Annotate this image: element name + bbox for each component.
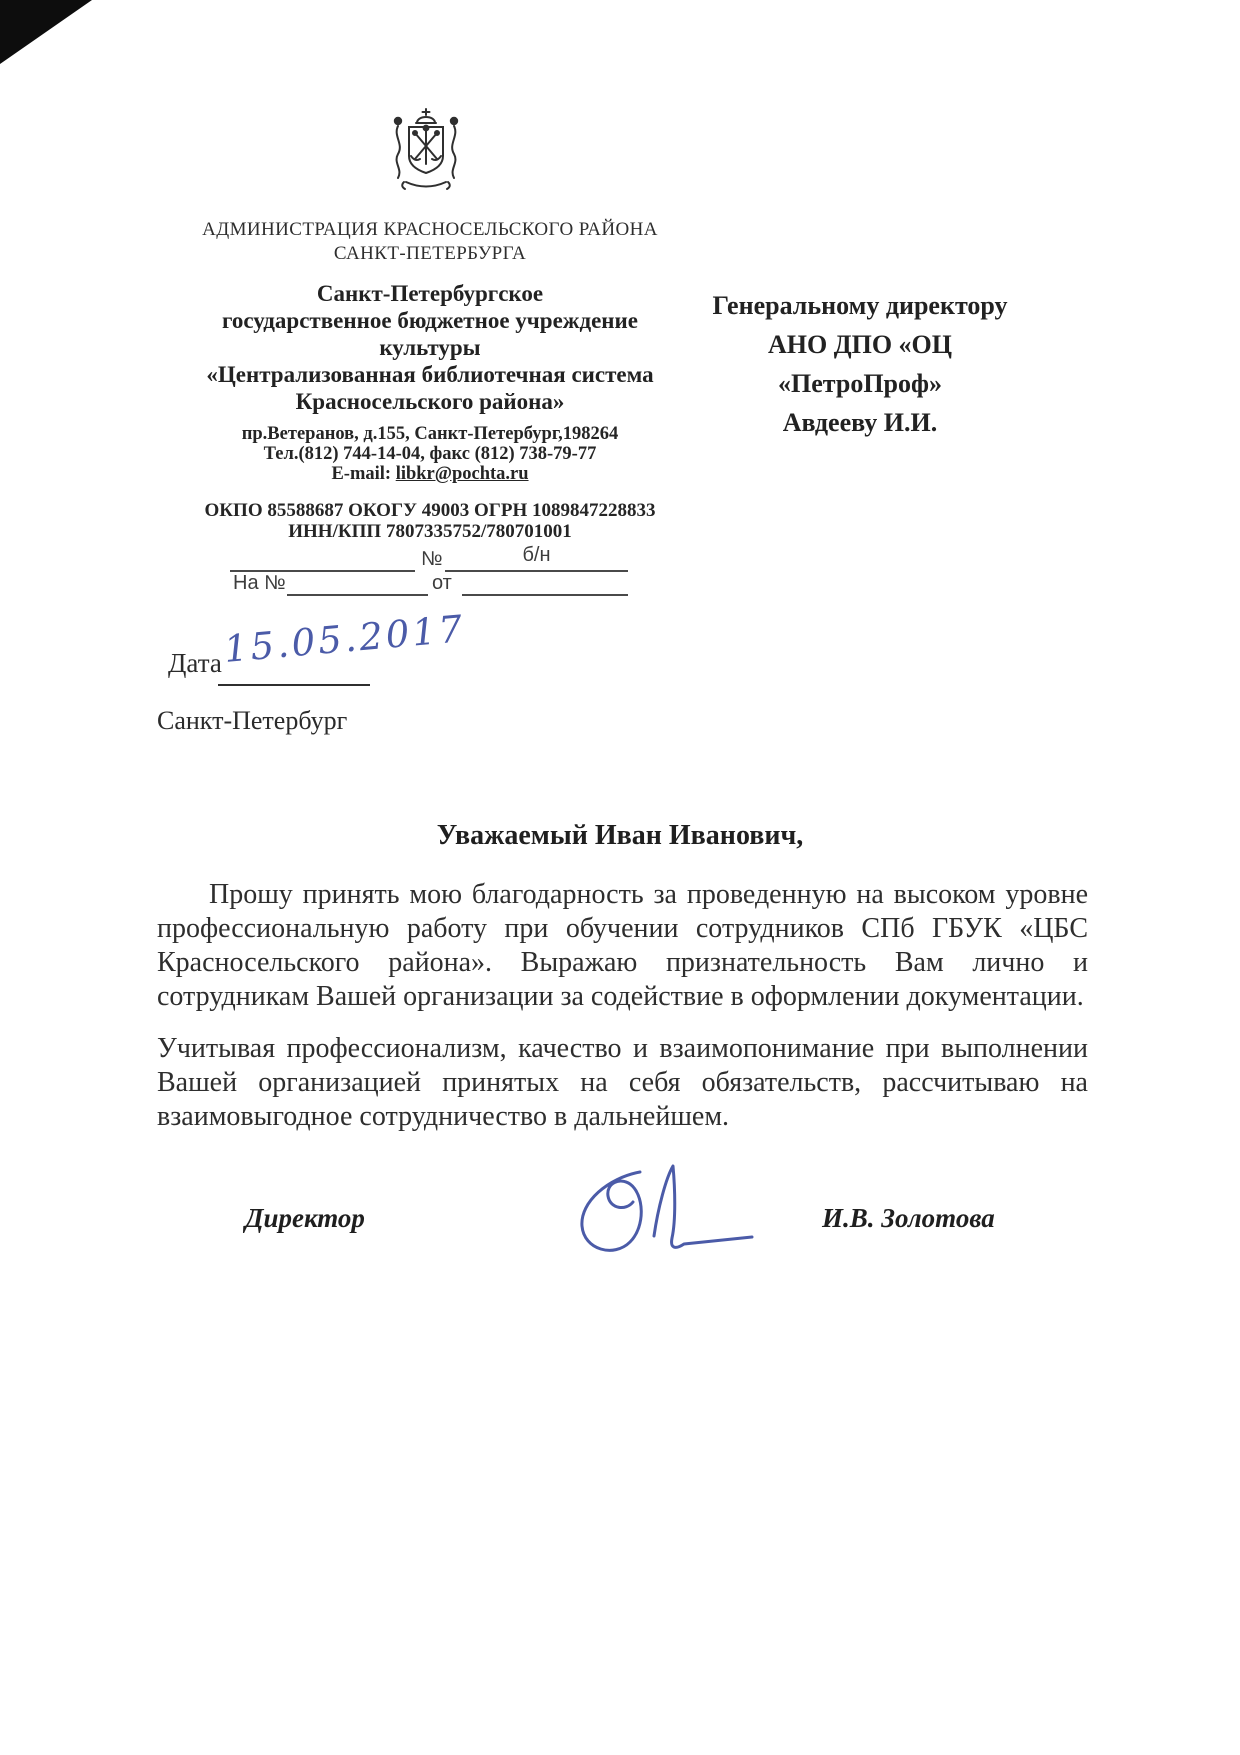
org-name-line: Красносельского района» — [295, 389, 565, 414]
recipient-person: Авдееву И.И. — [782, 408, 938, 437]
handwritten-signature-icon — [570, 1158, 770, 1268]
signer-title: Директор — [245, 1203, 365, 1233]
body-paragraph-2: Учитывая профессионализм, качество и взаимопонимание при выполнении Вашей организацией принятых на себя обязательств, рассчитываю на взаимовыгодное сотрудничество в дальнейшем. — [157, 1033, 1088, 1132]
recipient-block — [688, 286, 1032, 442]
authority-line-1: АДМИНИСТРАЦИЯ КРАСНОСЕЛЬСКОГО РАЙОНА — [202, 219, 658, 240]
reply-to-number-label: На № — [233, 572, 286, 594]
date-label: Дата — [168, 648, 222, 678]
handwritten-date: 15.05.2017 — [222, 607, 467, 671]
salutation: Уважаемый Иван Иванович, — [436, 820, 804, 851]
email-line — [150, 464, 710, 484]
reply-to-number-blank-line — [287, 568, 428, 596]
phone-fax: Тел.(812) 744-14-04, факс (812) 738-79-77 — [263, 444, 597, 464]
letterhead-contacts — [150, 424, 710, 484]
letterhead-authority — [150, 218, 710, 266]
org-name-line: культуры — [379, 335, 481, 360]
authority-line-2: САНКТ-ПЕТЕРБУРГА — [333, 243, 527, 264]
recipient-position: Генеральному директору — [712, 291, 1008, 320]
okpo-ogrn-line: ОКПО 85588687 ОКОГУ 49003 ОГРН 1089847228833 — [204, 500, 656, 521]
signer-name: И.В. Золотова — [822, 1203, 995, 1233]
from-date-label: от — [432, 572, 452, 594]
number-sign-label: № — [421, 548, 443, 570]
spb-coat-of-arms-icon — [380, 106, 472, 198]
org-name-line: государственное бюджетное учреждение — [221, 308, 639, 333]
postal-address: пр.Ветеранов, д.155, Санкт-Петербург,198264 — [241, 424, 619, 444]
scan-corner-artifact — [0, 0, 92, 64]
organization-name — [150, 280, 710, 415]
body-paragraph-1: Прошу принять мою благодарность за проведенную на высоком уровне профессиональную работу при обучении сотрудников СПб ГБУК «ЦБС Красносельского района». Выражаю признательность Вам лично и сотрудникам Вашей организации за содействие в оформлении документации. — [157, 879, 1088, 1012]
registration-codes — [150, 500, 710, 542]
email-address: libkr@pochta.ru — [395, 464, 529, 484]
recipient-organization: АНО ДПО «ОЦ «ПетроПроф» — [767, 330, 952, 398]
org-name-line: «Централизованная библиотечная система — [206, 362, 654, 387]
inn-kpp-line: ИНН/КПП 7807335752/780701001 — [288, 521, 572, 542]
outgoing-number-value: б/н — [445, 544, 628, 572]
city-line: Санкт-Петербург — [157, 706, 348, 735]
from-date-blank-line — [462, 568, 628, 596]
email-label: E-mail: — [331, 464, 392, 484]
org-name-line: Санкт-Петербургское — [316, 281, 544, 306]
